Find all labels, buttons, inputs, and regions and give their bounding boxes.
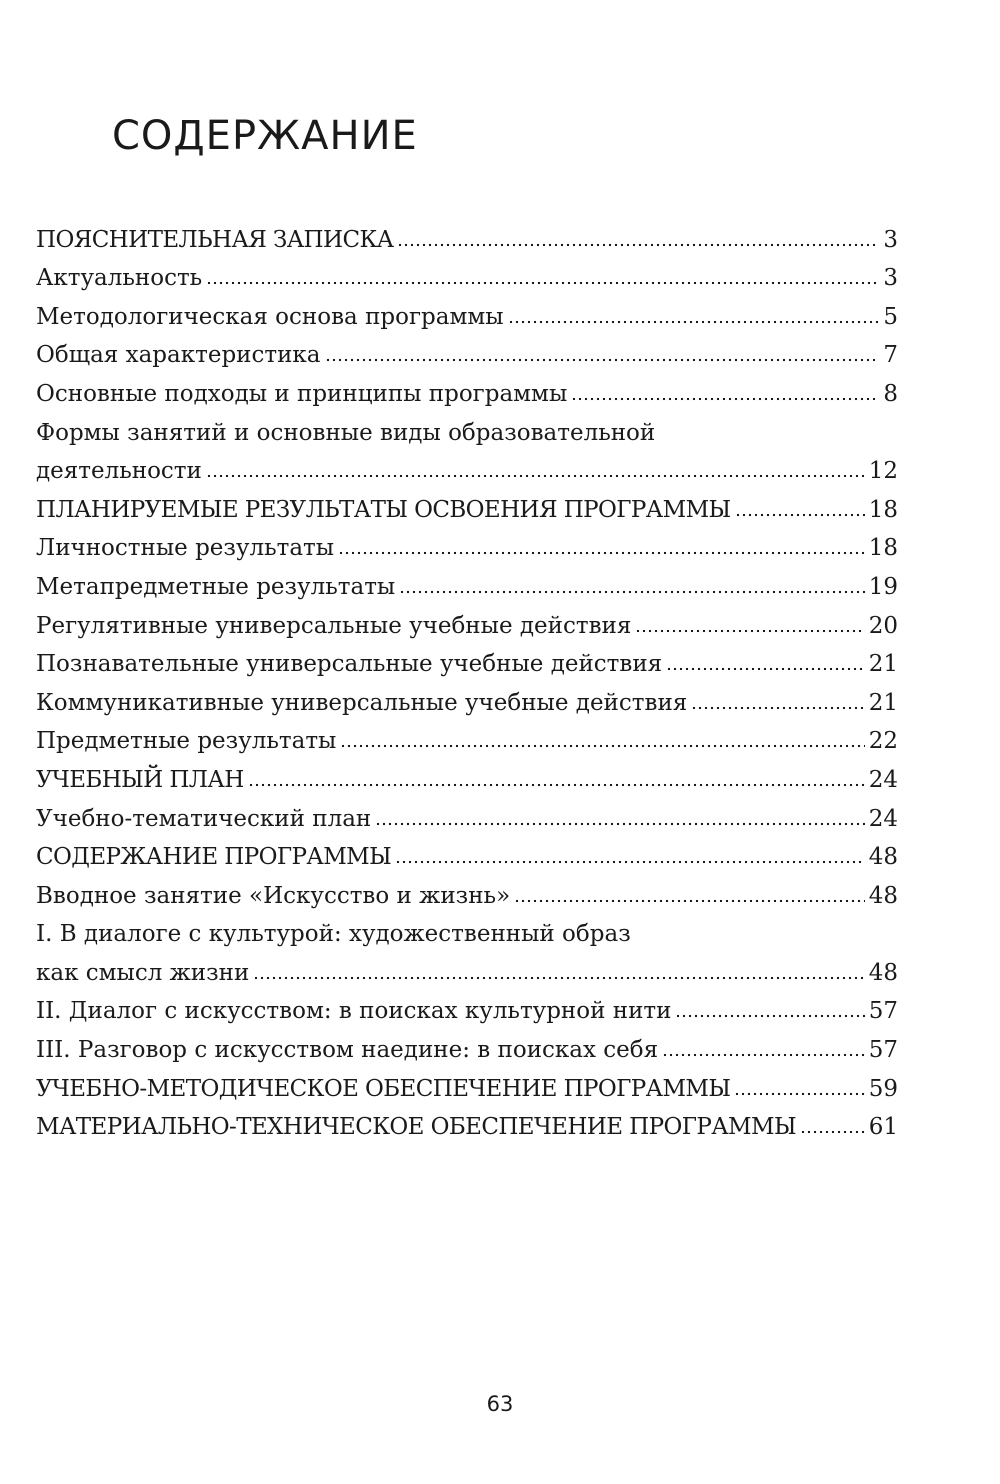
toc-entry[interactable] bbox=[36, 795, 898, 834]
toc-entry-label: Предметные результаты bbox=[36, 728, 337, 755]
toc-entry-page: 21 bbox=[868, 689, 898, 716]
toc-entry-label: Метапредметные результаты bbox=[36, 573, 396, 600]
toc-entry[interactable] bbox=[36, 486, 898, 525]
toc-entry[interactable] bbox=[36, 834, 898, 873]
toc-entry-label: ПОЯСНИТЕЛЬНАЯ ЗАПИСКА bbox=[36, 226, 394, 253]
toc-entry[interactable] bbox=[36, 872, 898, 911]
toc-entry-label: III. Разговор с искусством наедине: в поисках себя bbox=[36, 1037, 659, 1064]
toc-entry[interactable] bbox=[36, 525, 898, 564]
toc-entry-page: 22 bbox=[868, 728, 898, 755]
dot-leader bbox=[662, 1053, 865, 1057]
toc-entry[interactable] bbox=[36, 949, 898, 988]
toc-entry[interactable] bbox=[36, 332, 898, 371]
dot-leader bbox=[691, 706, 864, 710]
toc-entry-label: Актуальность bbox=[36, 265, 203, 292]
dot-leader bbox=[325, 358, 880, 362]
toc-entry-first-line[interactable] bbox=[36, 911, 898, 950]
toc-entry-label: УЧЕБНО-МЕТОДИЧЕСКОЕ ОБЕСПЕЧЕНИЕ ПРОГРАММЫ bbox=[36, 1075, 731, 1102]
toc-entry-page: 7 bbox=[883, 342, 898, 369]
dot-leader bbox=[253, 976, 864, 980]
toc-entry[interactable] bbox=[36, 1104, 898, 1143]
toc-entry-page: 21 bbox=[868, 651, 898, 678]
toc-entry-label: Формы занятий и основные виды образовательной bbox=[36, 419, 656, 446]
toc-entry-label: МАТЕРИАЛЬНО-ТЕХНИЧЕСКОЕ ОБЕСПЕЧЕНИЕ ПРОГРАММЫ bbox=[36, 1114, 796, 1141]
toc-entry-label: как смысл жизни bbox=[36, 959, 250, 986]
toc-entry-label: I. В диалоге с культурой: художественный образ bbox=[36, 921, 631, 948]
dot-leader bbox=[248, 783, 865, 787]
dot-leader bbox=[397, 243, 879, 247]
toc-entry[interactable] bbox=[36, 602, 898, 641]
dot-leader bbox=[340, 744, 864, 748]
toc-entry[interactable] bbox=[36, 679, 898, 718]
page-number: 63 bbox=[486, 1392, 514, 1416]
toc-entry-label: ПЛАНИРУЕМЫЕ РЕЗУЛЬТАТЫ ОСВОЕНИЯ ПРОГРАММЫ bbox=[36, 496, 731, 523]
dot-leader bbox=[735, 513, 865, 517]
toc-entry[interactable] bbox=[36, 293, 898, 332]
toc-entry-page: 48 bbox=[868, 844, 898, 871]
toc-entry-label: УЧЕБНЫЙ ПЛАН bbox=[36, 766, 244, 793]
toc-entry-first-line[interactable] bbox=[36, 409, 898, 448]
toc-entry[interactable] bbox=[36, 448, 898, 487]
dot-leader bbox=[571, 397, 879, 401]
toc-entry-label: II. Диалог с искусством: в поисках культурной нити bbox=[36, 998, 672, 1025]
toc-entry-page: 18 bbox=[868, 535, 898, 562]
dot-leader bbox=[675, 1014, 864, 1018]
dot-leader bbox=[395, 860, 865, 864]
toc-entry-page: 57 bbox=[868, 1037, 898, 1064]
toc-entry-label: Методологическая основа программы bbox=[36, 303, 504, 330]
toc-entry-page: 48 bbox=[868, 959, 898, 986]
toc-entry-label: деятельности bbox=[36, 458, 202, 485]
toc-entry-label: Регулятивные универсальные учебные действия bbox=[36, 612, 632, 639]
dot-leader bbox=[206, 281, 879, 285]
dot-leader bbox=[508, 320, 880, 324]
dot-leader bbox=[800, 1130, 865, 1134]
dot-leader bbox=[635, 629, 864, 633]
dot-leader bbox=[734, 1092, 864, 1096]
toc-entry-label: Личностные результаты bbox=[36, 535, 335, 562]
toc-entry-page: 3 bbox=[883, 226, 898, 253]
toc-entry-label: СОДЕРЖАНИЕ ПРОГРАММЫ bbox=[36, 844, 392, 871]
toc-entry-label: Общая характеристика bbox=[36, 342, 321, 369]
toc-entry[interactable] bbox=[36, 718, 898, 757]
toc-entry-page: 5 bbox=[883, 303, 898, 330]
toc-entry-page: 12 bbox=[868, 458, 898, 485]
toc-entry-label: Познавательные универсальные учебные действия bbox=[36, 651, 663, 678]
toc-entry[interactable] bbox=[36, 563, 898, 602]
toc-entry[interactable] bbox=[36, 641, 898, 680]
toc-entry[interactable] bbox=[36, 988, 898, 1027]
toc-entry-page: 8 bbox=[883, 380, 898, 407]
toc-entry-label: Коммуникативные универсальные учебные действия bbox=[36, 689, 688, 716]
toc-entry-label: Основные подходы и принципы программы bbox=[36, 380, 568, 407]
toc-entry-page: 18 bbox=[868, 496, 898, 523]
toc-entry-label: Учебно-тематический план bbox=[36, 805, 372, 832]
dot-leader bbox=[399, 590, 865, 594]
dot-leader bbox=[206, 474, 865, 478]
toc-entry-page: 59 bbox=[868, 1075, 898, 1102]
page-title: СОДЕРЖАНИЕ bbox=[112, 113, 418, 159]
toc-entry[interactable] bbox=[36, 255, 898, 294]
dot-leader bbox=[375, 822, 864, 826]
toc-entry-page: 48 bbox=[868, 882, 898, 909]
toc-entry[interactable] bbox=[36, 1026, 898, 1065]
toc-entry-page: 20 bbox=[868, 612, 898, 639]
toc-entry-page: 61 bbox=[868, 1114, 898, 1141]
toc-entry[interactable] bbox=[36, 756, 898, 795]
toc-entry-page: 19 bbox=[868, 573, 898, 600]
toc-entry-page: 24 bbox=[868, 805, 898, 832]
toc-entry-label: Вводное занятие «Искусство и жизнь» bbox=[36, 882, 511, 909]
toc-entry-page: 57 bbox=[868, 998, 898, 1025]
toc-entry-page: 3 bbox=[883, 265, 898, 292]
dot-leader bbox=[338, 551, 865, 555]
dot-leader bbox=[666, 667, 865, 671]
toc-entry[interactable] bbox=[36, 370, 898, 409]
dot-leader bbox=[514, 899, 865, 903]
toc-entry[interactable] bbox=[36, 216, 898, 255]
toc-entry[interactable] bbox=[36, 1065, 898, 1104]
toc-entry-page: 24 bbox=[868, 766, 898, 793]
table-of-contents bbox=[36, 216, 898, 1142]
